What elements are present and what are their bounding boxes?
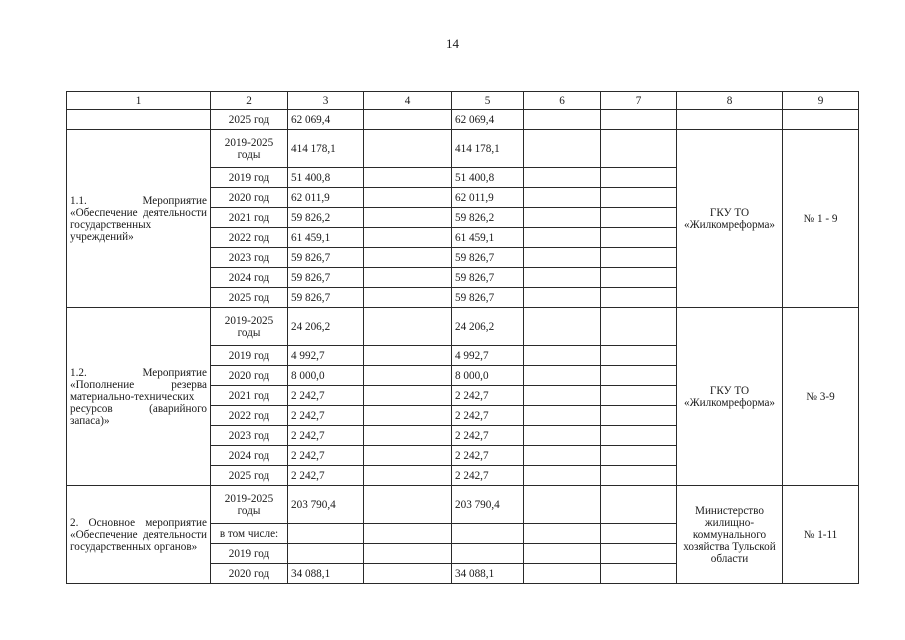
amount-cell: 2 242,7 xyxy=(452,446,524,466)
amount-cell: 59 826,2 xyxy=(288,208,364,228)
empty-cell xyxy=(601,208,677,228)
year-cell: в том числе: xyxy=(211,524,288,544)
empty-cell xyxy=(364,524,452,544)
amount-cell xyxy=(452,544,524,564)
activity-title: 2. Основное мероприятие «Обеспечение деятельности государственных органов» xyxy=(70,516,207,553)
empty-cell xyxy=(524,228,601,248)
amount-cell: 2 242,7 xyxy=(452,466,524,486)
year-cell: 2019 год xyxy=(211,168,288,188)
empty-cell xyxy=(524,564,601,584)
year-cell: 2019-2025 годы xyxy=(211,486,288,524)
empty-cell xyxy=(601,188,677,208)
empty-cell xyxy=(601,446,677,466)
empty-cell xyxy=(601,130,677,168)
year-cell: 2021 год xyxy=(211,208,288,228)
amount-cell: 62 069,4 xyxy=(288,110,364,130)
amount-cell: 51 400,8 xyxy=(288,168,364,188)
responsible-org-cell: ГКУ ТО «Жилкомреформа» xyxy=(677,308,783,486)
empty-cell xyxy=(364,130,452,168)
column-header: 1 xyxy=(67,92,211,110)
empty-cell xyxy=(524,130,601,168)
year-cell: 2024 год xyxy=(211,268,288,288)
empty-cell xyxy=(364,406,452,426)
empty-cell xyxy=(601,228,677,248)
activity-title-first-line xyxy=(70,367,207,379)
amount-cell: 2 242,7 xyxy=(452,386,524,406)
column-header: 6 xyxy=(524,92,601,110)
amount-cell xyxy=(288,524,364,544)
amount-cell: 61 459,1 xyxy=(288,228,364,248)
amount-cell: 8 000,0 xyxy=(452,366,524,386)
year-cell: 2019-2025 годы xyxy=(211,308,288,346)
activity-title-cell xyxy=(67,130,211,308)
year-cell: 2019 год xyxy=(211,544,288,564)
empty-cell xyxy=(524,268,601,288)
table-row xyxy=(67,486,859,524)
year-cell: 2020 год xyxy=(211,564,288,584)
column-header: 4 xyxy=(364,92,452,110)
amount-cell: 62 011,9 xyxy=(288,188,364,208)
year-cell: 2019-2025 годы xyxy=(211,130,288,168)
table-row xyxy=(67,130,859,168)
empty-cell xyxy=(524,168,601,188)
empty-cell xyxy=(677,110,783,130)
activity-number: 1.1. xyxy=(70,194,87,207)
empty-cell xyxy=(524,188,601,208)
empty-cell xyxy=(601,248,677,268)
column-header: 2 xyxy=(211,92,288,110)
empty-cell xyxy=(601,168,677,188)
amount-cell: 4 992,7 xyxy=(288,346,364,366)
empty-cell xyxy=(364,168,452,188)
year-cell: 2025 год xyxy=(211,110,288,130)
activity-type: Мероприятие xyxy=(142,194,207,207)
responsible-org-cell: ГКУ ТО «Жилкомреформа» xyxy=(677,130,783,308)
empty-cell xyxy=(364,248,452,268)
empty-cell xyxy=(601,308,677,346)
activity-title: «Пополнение резерва материально-технических ресурсов (аварийного запаса)» xyxy=(70,378,207,427)
year-cell: 2023 год xyxy=(211,248,288,268)
empty-cell xyxy=(524,426,601,446)
amount-cell: 2 242,7 xyxy=(452,406,524,426)
empty-cell xyxy=(601,346,677,366)
empty-cell xyxy=(524,288,601,308)
amount-cell: 2 242,7 xyxy=(288,446,364,466)
year-cell: 2022 год xyxy=(211,228,288,248)
amount-cell: 203 790,4 xyxy=(452,486,524,524)
empty-cell xyxy=(364,308,452,346)
empty-cell xyxy=(364,564,452,584)
empty-cell xyxy=(601,466,677,486)
empty-cell xyxy=(524,346,601,366)
empty-cell xyxy=(524,308,601,346)
empty-cell xyxy=(524,110,601,130)
year-cell: 2023 год xyxy=(211,426,288,446)
amount-cell xyxy=(288,544,364,564)
indicator-ref-cell: № 3-9 xyxy=(783,308,859,486)
amount-cell: 62 069,4 xyxy=(452,110,524,130)
empty-cell xyxy=(524,386,601,406)
empty-cell xyxy=(524,366,601,386)
column-header: 8 xyxy=(677,92,783,110)
empty-cell xyxy=(364,426,452,446)
amount-cell: 2 242,7 xyxy=(288,406,364,426)
empty-cell xyxy=(524,248,601,268)
empty-cell xyxy=(364,486,452,524)
empty-cell xyxy=(364,544,452,564)
column-header: 7 xyxy=(601,92,677,110)
amount-cell: 414 178,1 xyxy=(288,130,364,168)
amount-cell: 59 826,7 xyxy=(452,248,524,268)
amount-cell: 59 826,7 xyxy=(452,268,524,288)
indicator-ref-cell: № 1 - 9 xyxy=(783,130,859,308)
year-cell: 2025 год xyxy=(211,288,288,308)
empty-cell xyxy=(601,486,677,524)
year-cell: 2024 год xyxy=(211,446,288,466)
responsible-org-cell: Министерство жилищно-коммунального хозяйства Тульской области xyxy=(677,486,783,584)
activity-type: Мероприятие xyxy=(142,366,207,379)
empty-cell xyxy=(601,268,677,288)
year-cell: 2022 год xyxy=(211,406,288,426)
amount-cell: 2 242,7 xyxy=(452,426,524,446)
amount-cell: 59 826,7 xyxy=(288,268,364,288)
empty-cell xyxy=(601,406,677,426)
empty-cell xyxy=(783,110,859,130)
empty-cell xyxy=(524,524,601,544)
amount-cell: 2 242,7 xyxy=(288,426,364,446)
empty-cell xyxy=(364,386,452,406)
table-row xyxy=(67,110,859,130)
activity-number: 1.2. xyxy=(70,366,87,379)
empty-cell xyxy=(524,486,601,524)
empty-cell xyxy=(601,110,677,130)
empty-cell xyxy=(364,288,452,308)
column-header: 9 xyxy=(783,92,859,110)
empty-cell xyxy=(364,188,452,208)
amount-cell: 59 826,7 xyxy=(452,288,524,308)
amount-cell: 8 000,0 xyxy=(288,366,364,386)
table-row xyxy=(67,308,859,346)
column-header: 5 xyxy=(452,92,524,110)
empty-cell xyxy=(364,466,452,486)
year-cell: 2025 год xyxy=(211,466,288,486)
amount-cell: 414 178,1 xyxy=(452,130,524,168)
amount-cell: 34 088,1 xyxy=(452,564,524,584)
activity-title-first-line xyxy=(70,195,207,207)
year-cell: 2020 год xyxy=(211,188,288,208)
program-table xyxy=(66,91,859,584)
empty-cell xyxy=(364,208,452,228)
amount-cell: 2 242,7 xyxy=(288,386,364,406)
amount-cell: 24 206,2 xyxy=(452,308,524,346)
amount-cell: 59 826,2 xyxy=(452,208,524,228)
empty-cell xyxy=(364,346,452,366)
indicator-ref-cell: № 1-11 xyxy=(783,486,859,584)
amount-cell: 59 826,7 xyxy=(288,248,364,268)
column-header: 3 xyxy=(288,92,364,110)
page-number: 14 xyxy=(446,36,459,51)
year-cell: 2020 год xyxy=(211,366,288,386)
empty-cell xyxy=(524,406,601,426)
empty-cell xyxy=(364,228,452,248)
year-cell: 2021 год xyxy=(211,386,288,406)
amount-cell: 61 459,1 xyxy=(452,228,524,248)
empty-cell xyxy=(601,386,677,406)
empty-cell xyxy=(364,268,452,288)
empty-cell xyxy=(601,544,677,564)
empty-cell xyxy=(601,564,677,584)
amount-cell: 24 206,2 xyxy=(288,308,364,346)
empty-cell xyxy=(67,110,211,130)
activity-title: «Обеспечение деятельности государственных учреждений» xyxy=(70,206,207,243)
empty-cell xyxy=(601,366,677,386)
empty-cell xyxy=(364,110,452,130)
amount-cell: 34 088,1 xyxy=(288,564,364,584)
amount-cell: 2 242,7 xyxy=(288,466,364,486)
empty-cell xyxy=(364,366,452,386)
empty-cell xyxy=(601,288,677,308)
activity-title-cell xyxy=(67,308,211,486)
amount-cell: 51 400,8 xyxy=(452,168,524,188)
amount-cell: 203 790,4 xyxy=(288,486,364,524)
column-number-row xyxy=(67,92,859,110)
empty-cell xyxy=(524,544,601,564)
empty-cell xyxy=(524,446,601,466)
amount-cell: 4 992,7 xyxy=(452,346,524,366)
amount-cell: 59 826,7 xyxy=(288,288,364,308)
amount-cell xyxy=(452,524,524,544)
activity-title-cell xyxy=(67,486,211,584)
empty-cell xyxy=(601,426,677,446)
amount-cell: 62 011,9 xyxy=(452,188,524,208)
year-cell: 2019 год xyxy=(211,346,288,366)
empty-cell xyxy=(524,466,601,486)
empty-cell xyxy=(524,208,601,228)
empty-cell xyxy=(364,446,452,466)
empty-cell xyxy=(601,524,677,544)
